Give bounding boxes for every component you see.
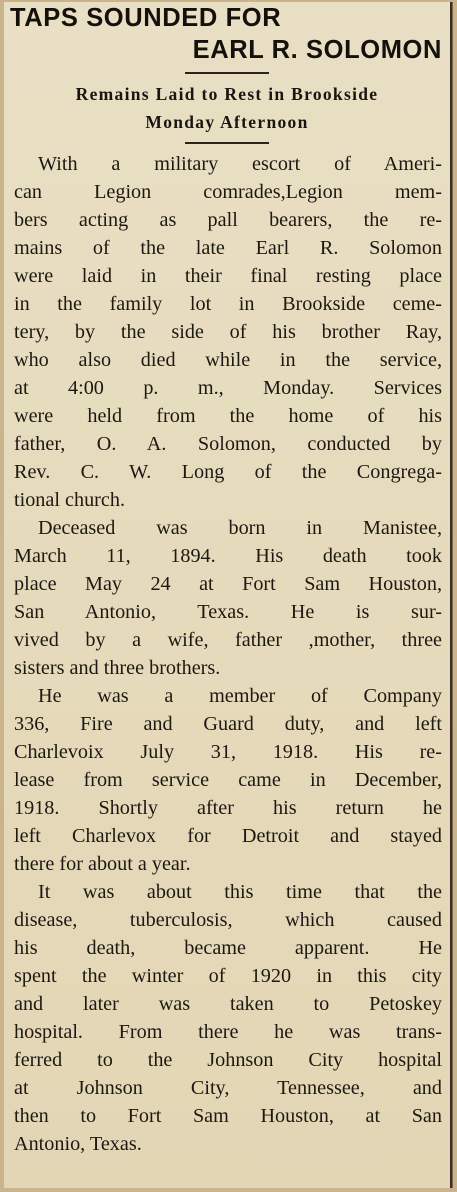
paragraph-1-line: in the family lot in Brookside ceme-	[14, 293, 442, 315]
paragraph-1-line: bers acting as pall bearers, the re-	[14, 209, 442, 231]
paragraph-4-line: spent the winter of 1920 in this city	[14, 965, 442, 987]
paragraph-4-line: Antonio, Texas.	[14, 1133, 142, 1155]
paragraph-4-line: hospital. From there he was trans-	[14, 1021, 442, 1043]
subheadline-line-1: Remains Laid to Rest in Brookside	[75, 84, 379, 104]
paragraph-3-line: lease from service came in December,	[14, 769, 442, 791]
paragraph-1-line: mains of the late Earl R. Solomon	[14, 237, 442, 259]
paragraph-2-line: place May 24 at Fort Sam Houston,	[14, 573, 442, 595]
divider-rule	[185, 72, 269, 74]
paragraph-1-line: With a military escort of Ameri-	[38, 153, 442, 175]
paragraph-1-line: father, O. A. Solomon, conducted by	[14, 433, 442, 455]
paragraph-2-line: sisters and three brothers.	[14, 657, 221, 679]
paragraph-1-line: were laid in their final resting place	[14, 265, 442, 287]
paragraph-4-line: his death, became apparent. He	[14, 937, 442, 959]
paragraph-1-line: were held from the home of his	[14, 405, 442, 427]
paragraph-1-line: at 4:00 p. m., Monday. Services	[14, 377, 442, 399]
newspaper-clipping	[4, 2, 452, 1188]
divider-rule	[185, 142, 269, 144]
paragraph-2-line: Deceased was born in Manistee,	[38, 517, 442, 539]
paragraph-1-line: tery, by the side of his brother Ray,	[14, 321, 442, 343]
subheadline	[8, 80, 446, 136]
headline-line-2: EARL R. SOLOMON	[192, 36, 442, 64]
paragraph-4-line: and later was taken to Petoskey	[14, 993, 442, 1015]
paragraph-1-line: Rev. C. W. Long of the Congrega-	[14, 461, 442, 483]
paragraph-3-line: there for about a year.	[14, 853, 191, 875]
paragraph-2-line: March 11, 1894. His death took	[14, 545, 442, 567]
paragraph-1-line: tional church.	[14, 489, 125, 511]
paragraph-2-line: vived by a wife, father ,mother, three	[14, 629, 442, 651]
paragraph-4-line: ferred to the Johnson City hospital	[14, 1049, 442, 1071]
headline	[8, 2, 446, 66]
headline-line-1: TAPS SOUNDED FOR	[10, 4, 282, 32]
subheadline-line-2: Monday Afternoon	[145, 112, 309, 132]
paragraph-4-line: It was about this time that the	[38, 881, 442, 903]
paragraph-3-line: Charlevoix July 31, 1918. His re-	[14, 741, 442, 763]
article-body	[8, 150, 446, 1158]
paragraph-1-line: can Legion comrades,Legion mem-	[14, 181, 442, 203]
paragraph-4-line: at Johnson City, Tennessee, and	[14, 1077, 442, 1099]
paragraph-3-line: left Charlevox for Detroit and stayed	[14, 825, 442, 847]
paragraph-4-line: disease, tuberculosis, which caused	[14, 909, 442, 931]
paragraph-2-line: San Antonio, Texas. He is sur-	[14, 601, 442, 623]
paragraph-3-line: 1918. Shortly after his return he	[14, 797, 442, 819]
paragraph-4-line: then to Fort Sam Houston, at San	[14, 1105, 442, 1127]
paragraph-1-line: who also died while in the service,	[14, 349, 442, 371]
paragraph-3-line: He was a member of Company	[38, 685, 442, 707]
paragraph-3-line: 336, Fire and Guard duty, and left	[14, 713, 442, 735]
